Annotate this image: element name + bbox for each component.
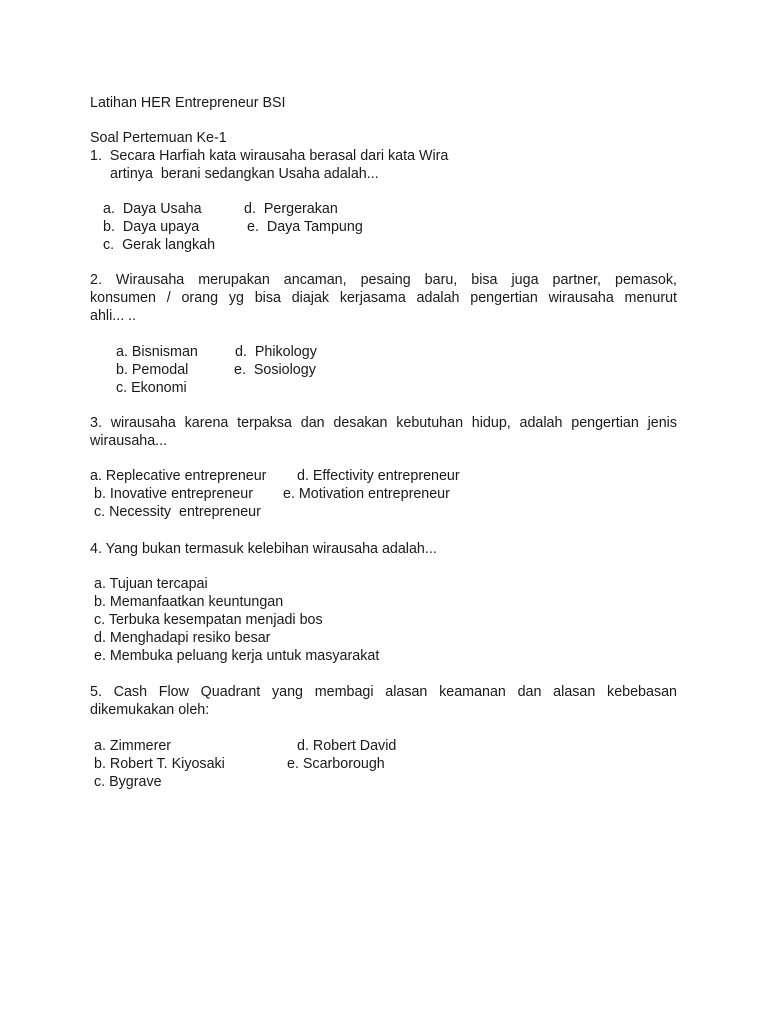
question-5-option-a: a. Zimmerer	[94, 738, 172, 754]
question-4-option-b: b. Memanfaatkan keuntungan	[94, 594, 284, 610]
question-1-option-d: d. Pergerakan	[244, 201, 338, 217]
question-1-line-2: artinya berani sedangkan Usaha adalah...	[110, 166, 379, 182]
question-1-option-e: e. Daya Tampung	[247, 219, 363, 235]
question-1-option-b: b. Daya upaya	[103, 219, 200, 235]
question-1-option-c: c. Gerak langkah	[103, 237, 216, 253]
question-3-option-d: d. Effectivity entrepreneur	[297, 468, 460, 484]
question-2-line-1: 2. Wirausaha merupakan ancaman, pesaing baru, bisa juga partner, pemasok,	[90, 272, 677, 288]
question-2-option-c: c. Ekonomi	[116, 380, 187, 396]
question-2-option-d: d. Phikology	[235, 344, 317, 360]
document-title: Latihan HER Entrepreneur BSI	[90, 95, 286, 111]
question-5-option-d: d. Robert David	[297, 738, 397, 754]
question-3-option-a: a. Replecative entrepreneur	[90, 468, 267, 484]
question-4-option-c: c. Terbuka kesempatan menjadi bos	[94, 612, 323, 628]
question-1-line-1: 1. Secara Harfiah kata wirausaha berasal dari kata Wira	[90, 148, 449, 164]
question-5-line-1: 5. Cash Flow Quadrant yang membagi alasan keamanan dan alasan kebebasan	[90, 684, 677, 700]
question-2-line-3: ahli... ..	[90, 308, 137, 324]
question-5-line-2: dikemukakan oleh:	[90, 702, 210, 718]
question-4-option-e: e. Membuka peluang kerja untuk masyarakat	[94, 648, 380, 664]
question-5-option-c: c. Bygrave	[94, 774, 162, 790]
question-4-line-1: 4. Yang bukan termasuk kelebihan wirausaha adalah...	[90, 541, 437, 557]
section-subtitle: Soal Pertemuan Ke-1	[90, 130, 227, 146]
question-2-option-a: a. Bisnisman	[116, 344, 198, 360]
question-5-option-e: e. Scarborough	[287, 756, 385, 772]
question-3-line-2: wirausaha...	[90, 433, 168, 449]
question-1-option-a: a. Daya Usaha	[103, 201, 202, 217]
question-2-line-2: konsumen / orang yg bisa diajak kerjasama adalah pengertian wirausaha menurut	[90, 290, 677, 306]
question-4-option-a: a. Tujuan tercapai	[94, 576, 208, 592]
question-5-option-b: b. Robert T. Kiyosaki	[94, 756, 225, 772]
question-3-option-c: c. Necessity entrepreneur	[94, 504, 261, 520]
question-3-line-1: 3. wirausaha karena terpaksa dan desakan kebutuhan hidup, adalah pengertian jenis	[90, 415, 677, 431]
question-3-option-e: e. Motivation entrepreneur	[283, 486, 450, 502]
question-4-option-d: d. Menghadapi resiko besar	[94, 630, 271, 646]
question-2-option-b: b. Pemodal	[116, 362, 189, 378]
question-3-option-b: b. Inovative entrepreneur	[94, 486, 253, 502]
question-2-option-e: e. Sosiology	[234, 362, 316, 378]
